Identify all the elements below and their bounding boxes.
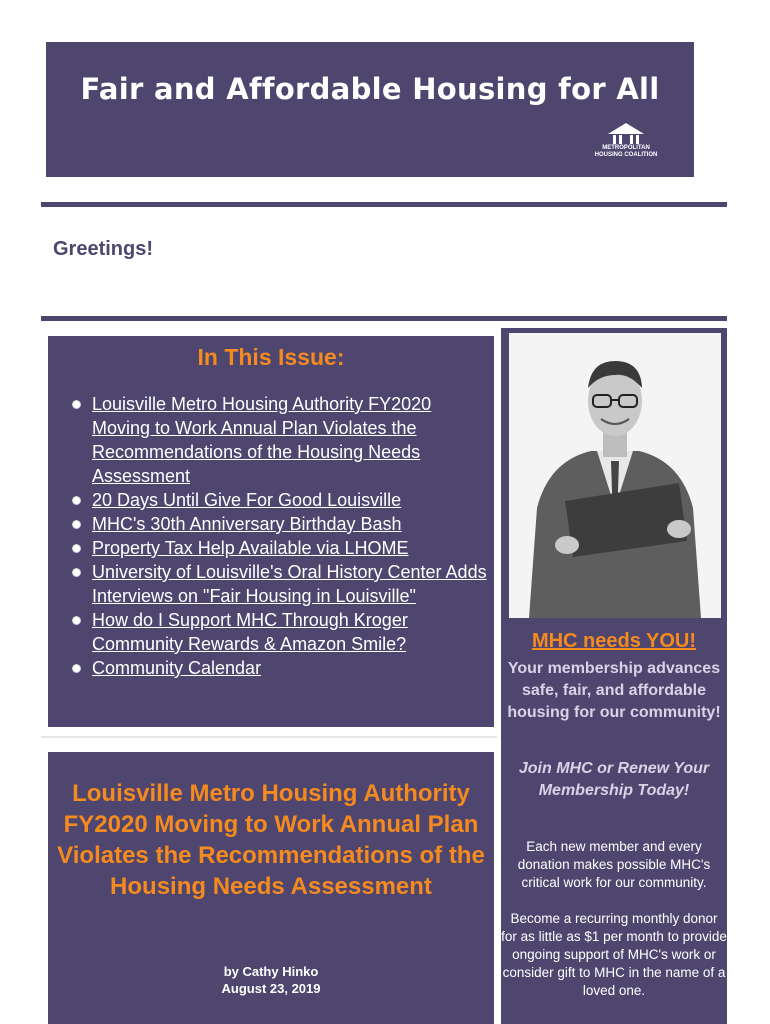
issue-link[interactable]: Property Tax Help Available via LHOME (92, 538, 409, 558)
issue-link[interactable]: Louisville Metro Housing Authority FY2020 Moving to Work Annual Plan Violates the Recommendations of the Housing Needs Assessment (92, 394, 432, 486)
logo-line-2: HOUSING COALITION (594, 152, 658, 158)
recurring-donor-paragraph: Become a recurring monthly donor for as little as $1 per month to provide ongoing support of MHC's work or consider gift to MHC in the name of a loved one. (501, 911, 727, 998)
article-meta (48, 963, 494, 997)
list-item (72, 392, 492, 488)
bullet-icon (72, 664, 81, 673)
issue-link[interactable]: How do I Support MHC Through Kroger Community Rewards & Amazon Smile? (92, 610, 408, 654)
list-item (72, 608, 492, 656)
logo-text (586, 145, 666, 159)
bullet-icon (72, 496, 81, 505)
issue-link[interactable]: University of Louisville's Oral History Center Adds Interviews on "Fair Housing in Louisville" (92, 562, 487, 606)
house-roof-icon (586, 120, 666, 146)
list-item (72, 536, 492, 560)
article-date: August 23, 2019 (221, 981, 321, 996)
join-renew-link[interactable]: Join MHC or Renew Your Membership Today! (518, 760, 710, 799)
bullet-icon (72, 400, 81, 409)
in-this-issue-heading: In This Issue: (197, 344, 345, 370)
issue-link[interactable]: 20 Days Until Give For Good Louisville (92, 490, 402, 510)
issue-link[interactable]: Community Calendar (92, 658, 262, 678)
greeting: Greetings! (53, 238, 154, 260)
person-holding-sign-image (509, 333, 721, 618)
in-this-issue-box (48, 336, 494, 727)
divider-rule (41, 202, 727, 207)
list-item (72, 656, 492, 680)
section-divider (41, 736, 497, 738)
bullet-icon (72, 616, 81, 625)
membership-text: Your membership advances safe, fair, and affordable housing for our community! (507, 660, 721, 721)
issue-link[interactable]: MHC's 30th Anniversary Birthday Bash (92, 514, 402, 534)
bullet-icon (72, 520, 81, 529)
donation-paragraph: Each new member and every donation makes possible MHC's critical work for our community. (517, 839, 711, 890)
list-item (72, 512, 492, 536)
article-title: Louisville Metro Housing Authority FY2020 Moving to Work Annual Plan Violates the Recommendations of the Housing Needs Assessment (57, 780, 485, 900)
header-banner (46, 42, 694, 177)
member-photo (509, 333, 721, 618)
article-byline: by Cathy Hinko (223, 964, 319, 979)
list-item (72, 560, 492, 608)
bullet-icon (72, 568, 81, 577)
newsletter-title: Fair and Affordable Housing for All (80, 72, 660, 106)
divider-rule (41, 316, 727, 321)
membership-sidebar (501, 328, 727, 1024)
article-section (48, 752, 494, 1024)
list-item (72, 488, 492, 512)
logo-line-1: METROPOLITAN (602, 145, 650, 151)
issue-link-list (72, 392, 492, 680)
bullet-icon (72, 544, 81, 553)
mhc-logo (586, 120, 666, 166)
mhc-needs-you-link[interactable]: MHC needs YOU! (531, 630, 697, 652)
